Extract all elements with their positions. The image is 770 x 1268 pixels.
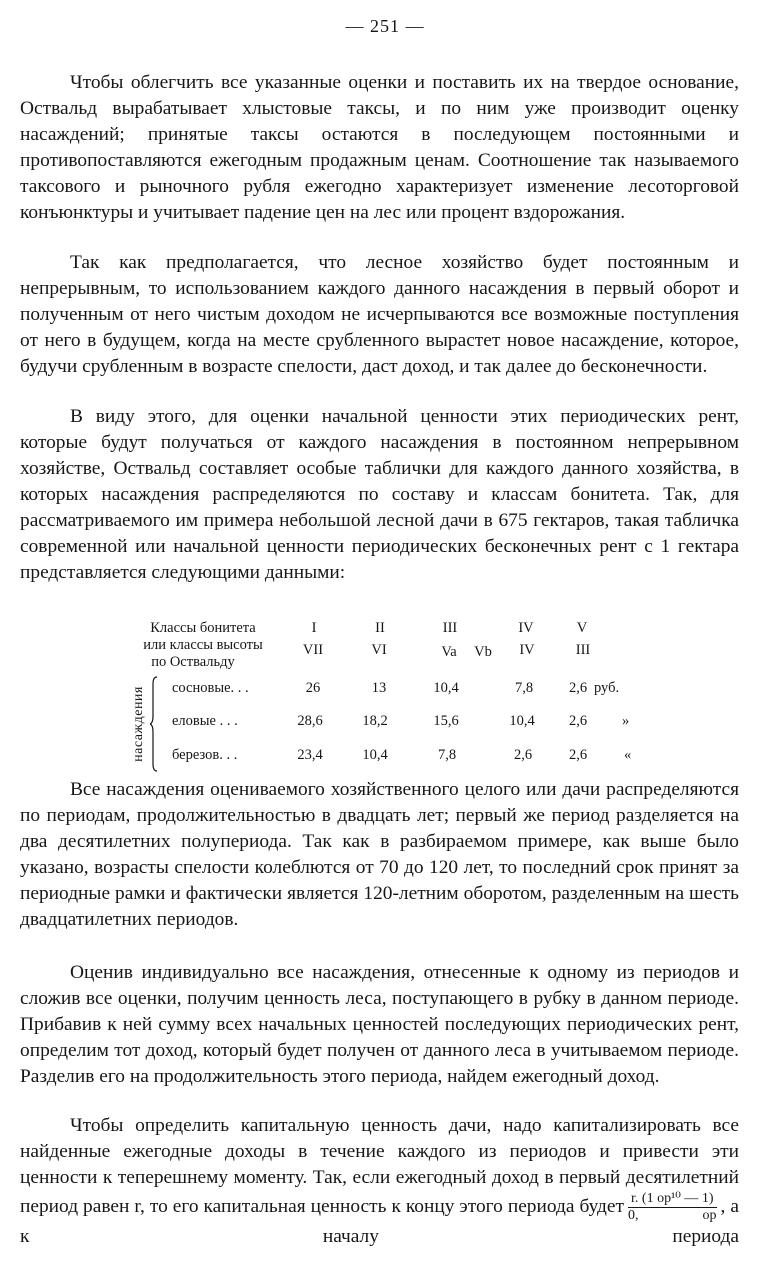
table-header-line-2: или классы высоты bbox=[143, 637, 263, 653]
row-label-pine: сосновые. . . bbox=[172, 680, 249, 696]
cell-birch-5: 2,6 bbox=[568, 747, 588, 763]
cell-pine-1: 26 bbox=[305, 680, 321, 696]
bonitet-class-4: IV bbox=[518, 620, 534, 636]
row-label-birch: березов. . . bbox=[172, 747, 238, 763]
bonitet-class-2: II bbox=[375, 620, 385, 636]
bonitet-class-5: V bbox=[576, 620, 588, 636]
paragraph-6 bbox=[20, 1113, 739, 1250]
table-header-line-1: Классы бонитета bbox=[150, 620, 256, 636]
height-class-3: Va bbox=[441, 644, 457, 660]
cell-spruce-5: 2,6 bbox=[568, 713, 588, 729]
cell-birch-3: 7,8 bbox=[437, 747, 457, 763]
cell-birch-1: 23,4 bbox=[297, 747, 323, 763]
height-class-1: VII bbox=[302, 642, 324, 658]
cell-pine-4: 7,8 bbox=[514, 680, 534, 696]
height-class-4: Vb bbox=[474, 644, 492, 660]
cell-birch-4: 2,6 bbox=[513, 747, 533, 763]
page-number: — 251 — bbox=[345, 16, 425, 36]
capital-value-formula bbox=[628, 1191, 717, 1224]
cell-spruce-2: 18,2 bbox=[362, 713, 388, 729]
formula-denominator: 0, op bbox=[628, 1208, 717, 1223]
cell-pine-5: 2,6 bbox=[568, 680, 588, 696]
bonitet-class-1: I bbox=[311, 620, 317, 636]
unit-spruce: » bbox=[622, 713, 630, 729]
height-class-2: VI bbox=[371, 642, 387, 658]
row-label-spruce: еловые . . . bbox=[172, 713, 238, 729]
paragraph-6-text: Чтобы определить капитальную ценность дачи, надо капитализировать все найденные ежегодные доходы в течение каждого из периодов и привести эти ценности к теперешнему моменту. Так, если ежегодный доход в первый десятилетний период равен r, то его капитальная ценность к концу этого периода будет bbox=[20, 1115, 739, 1217]
row-group-label: насаждения bbox=[131, 686, 146, 762]
formula-numerator: r. (1 op¹⁰ — 1) bbox=[628, 1191, 717, 1208]
paragraph-1: Чтобы облегчить все указанные оценки и поставить их на твердое основание, Оствальд вырабатывает хлыстовые таксы, и по ним уже производит оценку насаждений; принятые таксы остаются в последующем постоянными и противопоставляются ежегодным продажным ценам. Соотношение так называемого таксового и рыночного рубля ежегодно характеризует изменение лесоторговой конъюнктуры и учитывает падение цен на лес или процент вздорожания. bbox=[20, 72, 739, 223]
left-brace bbox=[150, 676, 158, 772]
table-header-line-3: по Оствальду bbox=[151, 654, 235, 670]
unit-pine: руб. bbox=[594, 680, 620, 696]
cell-spruce-1: 28,6 bbox=[297, 713, 323, 729]
cell-pine-3: 10,4 bbox=[433, 680, 459, 696]
paragraph-2: Так как предполагается, что лесное хозяйство будет постоянным и непрерывным, то использованием каждого данного насаждения в первый оборот и полученным от него чистым доходом не исчерпываются все возможные поступления от него в будущем, когда на месте срубленного вырастет новое насаждение, которое, будучи срубленным в возрасте спелости, даст доход, и так далее до бесконечности. bbox=[20, 252, 739, 377]
height-class-5: IV bbox=[519, 642, 535, 658]
cell-pine-2: 13 bbox=[371, 680, 387, 696]
cell-spruce-4: 10,4 bbox=[509, 713, 535, 729]
paragraph-4: Все насаждения оцениваемого хозяйственного целого или дачи распределяются по периодам, продолжительностью в двадцать лет; первый же период разделяется на два десятилетних полупериода. Так как в разбираемом примере, как выше было указано, возрасты спелости колеблются от 70 до 120 лет, то последний срок принят за периодные рамки и фактически является 120-летним оборотом, разделенным на шесть двадцатилетних периодов. bbox=[20, 779, 739, 930]
paragraph-3: В виду этого, для оценки начальной ценности этих периодических рент, которые будут получаться от каждого насаждения в постоянном непрерывном хозяйстве, Оствальд составляет особые таблички для каждого данного хозяйства, в которых насаждения распределяются по составу и классам бонитета. Так, для рассматриваемого им примера небольшой лесной дачи в 675 гектаров, такая табличка современной или начальной ценности периодических бесконечных рент с 1 гектара представляется следующими данными: bbox=[20, 406, 739, 583]
cell-spruce-3: 15,6 bbox=[433, 713, 459, 729]
unit-birch: « bbox=[624, 747, 632, 763]
height-class-6: III bbox=[575, 642, 591, 658]
paragraph-6-tail: , а к началу периода bbox=[20, 1195, 739, 1247]
paragraph-5: Оценив индивидуально все насаждения, отнесенные к одному из периодов и сложив все оценки, получим ценность леса, поступающего в рубку в данном периоде. Прибавив к ней сумму всех начальных ценностей последующих периодических рент, определим тот доход, который будет получен от данного леса в учитываемом периоде. Разделив его на продолжительность этого периода, найдем ежегодный доход. bbox=[20, 962, 739, 1087]
bonitet-class-3: III bbox=[442, 620, 458, 636]
cell-birch-2: 10,4 bbox=[362, 747, 388, 763]
